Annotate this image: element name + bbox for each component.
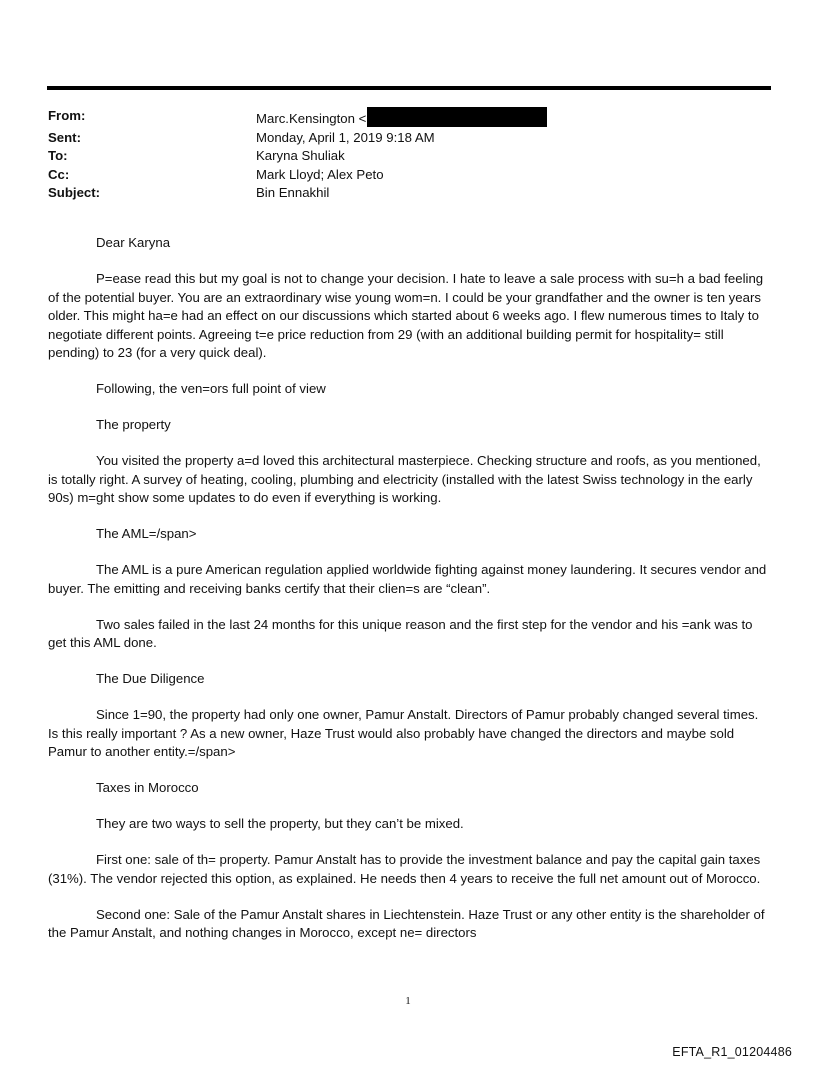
section-heading: The property xyxy=(96,417,171,432)
body-paragraph: Second one: Sale of the Pamur Anstalt shares in Liechtenstein. Haze Trust or any other entity is the shareholder of the Pamur Anstalt, and nothing changes in Morocco, except ne= directors xyxy=(48,906,765,940)
greeting: Dear Karyna xyxy=(96,235,171,250)
section-heading: The Due Diligence xyxy=(96,671,205,686)
sent-row xyxy=(48,129,768,148)
from-row xyxy=(48,107,768,129)
email-body xyxy=(48,234,772,960)
email-header xyxy=(48,107,768,203)
cc-value: Mark Lloyd; Alex Peto xyxy=(256,166,384,182)
subject-label: Subject: xyxy=(48,185,101,200)
body-paragraph: First one: sale of th= property. Pamur Anstalt has to provide the investment balance and pay the capital gain taxes (31%). The vendor rejected this option, as explained. He needs then 4 years to receive the full net amount out of Morocco. xyxy=(48,852,761,886)
sent-value: Monday, April 1, 2019 9:18 AM xyxy=(256,129,435,145)
body-paragraph: The AML is a pure American regulation applied worldwide fighting against money laundering. It secures vendor and buyer. The emitting and receiving banks certify that their clien=s are “clean”. xyxy=(48,562,767,596)
to-row xyxy=(48,147,768,166)
section-heading: Taxes in Morocco xyxy=(96,780,199,795)
from-label: From: xyxy=(48,108,86,123)
redaction-bar xyxy=(367,107,547,127)
subject-row xyxy=(48,184,768,203)
to-label: To: xyxy=(48,148,68,163)
subject-value: Bin Ennakhil xyxy=(256,185,330,200)
from-value xyxy=(256,107,768,129)
sent-label: Sent: xyxy=(48,129,81,145)
body-paragraph: You visited the property a=d loved this architectural masterpiece. Checking structure and roofs, as you mentioned, is totally right. A survey of heating, cooling, plumbing and electricity (installed with the latest Swiss technology in the early 90s) m=ght show some updates to do even if everything is working. xyxy=(48,453,761,505)
to-value: Karyna Shuliak xyxy=(256,148,345,163)
section-heading: The AML=/span> xyxy=(96,526,197,541)
cc-row xyxy=(48,166,768,185)
body-paragraph: Two sales failed in the last 24 months for this unique reason and the first step for the vendor and his =ank was to get this AML done. xyxy=(48,616,753,650)
cc-label: Cc: xyxy=(48,166,70,182)
bates-number: EFTA_R1_01204486 xyxy=(672,1045,792,1059)
header-rule xyxy=(47,86,771,90)
body-paragraph: They are two ways to sell the property, but they can’t be mixed. xyxy=(96,816,464,831)
body-paragraph: Following, the ven=ors full point of view xyxy=(96,381,326,396)
page-number: 1 xyxy=(405,995,411,1007)
from-name: Marc.Kensington < xyxy=(256,111,367,126)
body-paragraph: Since 1=90, the property had only one owner, Pamur Anstalt. Directors of Pamur probably changed several times. Is this really important ? As a new owner, Haze Trust would also probably have changed the directors and maybe sold Pamur to another entity.=/span> xyxy=(48,707,759,759)
body-paragraph: P=ease read this but my goal is not to change your decision. I hate to leave a sale process with su=h a bad feeling of the potential buyer. You are an extraordinary wise young wom=n. I could be your grandfather and the owner is ten years older. This might ha=e had an effect on our discussions which started about 6 weeks ago. I flew numerous times to Italy to negotiate different points. Agreeing t=e price reduction from 29 (with an additional building permit for hospitality= still pending) to 23 (for a very quick deal). xyxy=(48,271,764,360)
